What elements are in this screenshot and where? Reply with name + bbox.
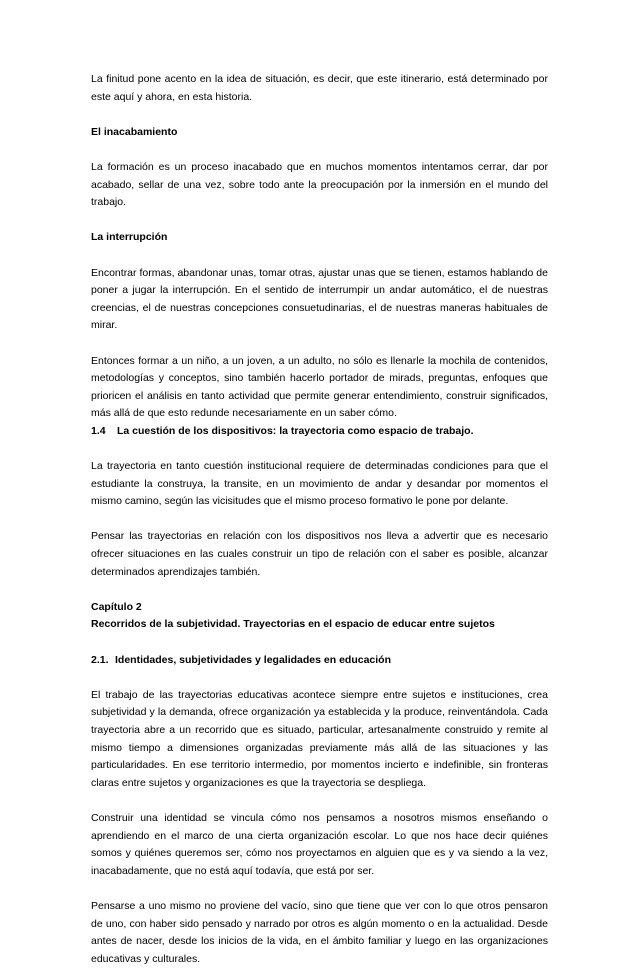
paragraph-inacabamiento: La formación es un proceso inacabado que en muchos momentos intentamos cerrar, dar por acabado, sellar de una vez, sobre todo ante la preocupación por la inmersión en el mundo del trabajo. [91,160,548,209]
section-title: La cuestión de los dispositivos: la trayectoria como espacio de trabajo. [117,424,474,437]
section-number: 2.1. [91,653,109,666]
paragraph-identidades-1: El trabajo de las trayectorias educativas acontece siempre entre sujetos e instituciones, crea subjetividad y la demanda, ofrece organización ya establecida y la produce, reinventándola. Cada trayectoria abre a un recorrido que es situado, particular, artesanalmente construido y remite al mismo tiempo a dimensiones organizadas previamente más allá de las situaciones y las particularidades. En ese territorio intermedio, por momentos incierto e indefinible, sin fronteras claras entre sujetos y organizaciones es que la trayectoria se despliega. [91,688,548,789]
heading-chapter: Capítulo 2 [91,600,142,613]
heading-section-1-4 [91,423,548,441]
heading-chapter-title: Recorridos de la subjetividad. Trayectorias en el espacio de educar entre sujetos [91,618,495,631]
heading-interrupcion: La interrupción [91,231,168,244]
heading-inacabamiento: El inacabamiento [91,125,178,138]
heading-section-2-1 [91,652,548,670]
section-number: 1.4 [91,424,106,437]
paragraph-trayectoria-1: La trayectoria en tanto cuestión institucional requiere de determinadas condiciones para que el estudiante la construya, la transite, en un movimiento de andar y desandar por momentos el mismo camino, según las vicisitudes que el mismo proceso formativo le pone por delante. [91,460,548,508]
paragraph-identidades-3: Pensarse a uno mismo no proviene del vacío, sino que tiene que ver con lo que otros pensaron de uno, con haber sido pensado y narrado por otros es algún momento o en la actualidad. Desde antes de nacer, desde los inicios de la vida, en el ámbito familiar y luego en las organizaciones educativas y culturales. [91,899,548,965]
paragraph-trayectoria-2: Pensar las trayectorias en relación con los dispositivos nos lleva a advertir que es necesario ofrecer situaciones en las cuales construir un tipo de relación con el saber es posible, alcanzar determinados aprendizajes también. [91,530,548,578]
paragraph-intro: La finitud pone acento en la idea de situación, es decir, que este itinerario, está determinado por este aquí y ahora, en esta historia. [91,73,548,103]
paragraph-interrupcion-2: Entonces formar a un niño, a un joven, a un adulto, no sólo es llenarle la mochila de contenidos, metodologías y conceptos, sino también hacerlo portador de mirads, preguntas, enfoques que prioricen el análisis en tanto actividad que permite generar entendimiento, construir significados, más allá de que esto redunde necesariamente en un saber cómo. [91,354,548,420]
section-title: Identidades, subjetividades y legalidades en educación [115,653,392,666]
paragraph-identidades-2: Construir una identidad se vincula cómo nos pensamos a nosotros mismos enseñando o aprendiendo en el marco de una cierta organización escolar. Lo que nos hace decir quiénes somos y quiénes queremos ser, cómo nos proyectamos en alguien que es y va siendo a la vez, inacabadamente, que no está aquí todavía, que está por ser. [91,811,548,877]
paragraph-interrupcion-1: Encontrar formas, abandonar unas, tomar otras, ajustar unas que se tienen, estamos hablando de poner a jugar la interrupción. En el sentido de interrumpir un andar automático, el de nuestras creencias, el de nuestras concepciones consuetudinarias, el de nuestras maneras habituales de mirar. [91,266,548,332]
